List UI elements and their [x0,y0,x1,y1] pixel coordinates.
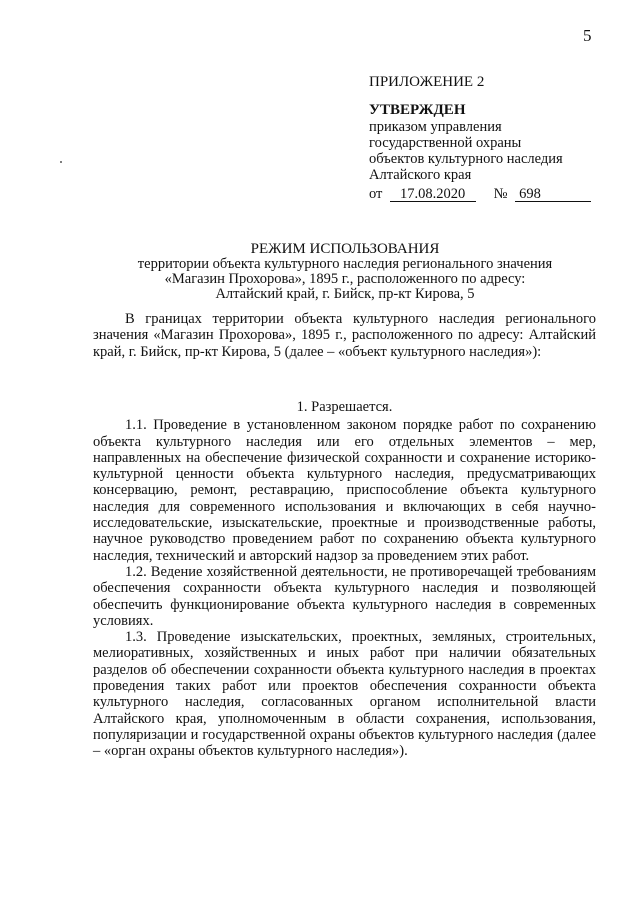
intro-paragraph: В границах территории объекта культурного наследия регионального значения «Магазин Прохорова», 1895 г., расположенного по адресу: Алтайский край, г. Бийск, пр-кт Кирова, 5 (далее – «объект культурного наследия»): [93,311,596,360]
intro-paragraph-block [93,311,596,360]
decree-number: 698 [515,187,591,202]
approval-block [369,74,609,202]
title-line: территории объекта культурного наследия регионального значения [137,256,553,272]
title-line: Алтайский край, г. Бийск, пр-кт Кирова, 5 [215,286,475,302]
decree-date: 17.08.2020 [390,187,476,202]
title-line: «Магазин Прохорова», 1895 г., расположенного по адресу: [164,271,526,287]
document-title: РЕЖИМ ИСПОЛЬЗОВАНИЯ [250,241,440,257]
section-item: 1.2. Ведение хозяйственной деятельности, не противоречащей требованиям обеспечения сохранности объекта культурного наследия и позволяющей обеспечить функционирование объекта культурного наследия в современных условиях. [93,563,596,629]
section-item: 1.1. Проведение в установленном законом порядке работ по сохранению объекта культурного наследия или его отдельных элементов – мер, направленных на обеспечение физической сохранности и сохранение историко-культурной ценности объекта культурного наследия, предусматривающих консервацию, ремонт, реставрацию, приспособление объекта культурного наследия для современного использования и включающих в себя научно-исследовательские, изыскательские, проектные и производственные работы, научное руководство проведением работ по сохранению объекта культурного наследия, технический и авторский надзор за проведением этих работ. [93,417,596,564]
section-allowed [93,399,596,760]
page-number: 5 [583,26,592,45]
scan-speck [60,161,62,163]
number-label: № [493,186,508,202]
approval-line: Алтайского края [369,167,472,183]
from-label: от [369,186,383,202]
document-title-block [90,242,600,302]
section-title: 1. Разрешается. [296,399,393,415]
approval-line: приказом управления [369,119,502,135]
approval-line: объектов культурного наследия [369,151,563,167]
approved-label: УТВЕРЖДЕН [369,102,466,118]
section-item: 1.3. Проведение изыскательских, проектных, земляных, строительных, мелиоративных, хозяйственных и иных работ при наличии обязательных разделов об обеспечении сохранности объекта культурного наследия в проектах проведения таких работ или проектов обеспечения сохранности объекта культурного наследия, согласованных органом исполнительной власти Алтайского края, уполномоченным в области сохранения, использования, популяризации и государственной охраны объектов культурного наследия (далее – «орган охраны объектов культурного наследия»). [93,629,596,760]
appendix-label: ПРИЛОЖЕНИЕ 2 [369,74,485,90]
approval-line: государственной охраны [369,135,522,151]
decree-line [369,186,609,202]
